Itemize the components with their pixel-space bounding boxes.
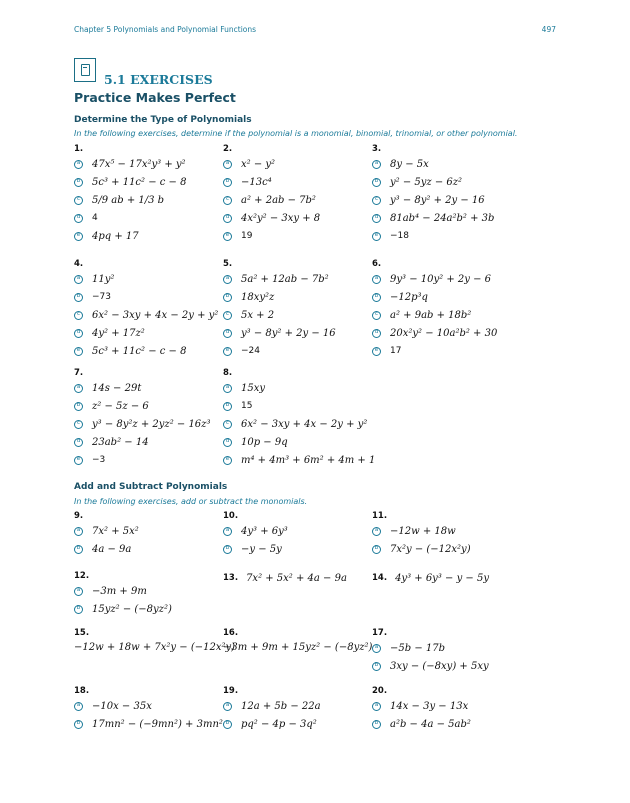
polynomial-expression: −12w + 18w + 7x²y − (−12x²y) [74,642,236,653]
exercise-part [74,522,139,540]
exercise-part [223,227,320,245]
polynomial-expression: 14x − 3y − 13x [390,700,469,712]
letter-d-icon: d [223,329,232,338]
part-instruction: In the following exercises, add or subtract the monomials. [74,497,308,506]
exercise-part [74,288,218,306]
polynomial-expression: 9y³ − 10y² + 2y − 6 [390,273,491,285]
polynomial-expression: 4y³ + 6y³ [241,525,288,537]
exercise [372,628,489,675]
exercise [372,144,494,245]
exercise-number: 11. [372,511,388,521]
polynomial-expression: x² − y² [241,158,276,170]
exercise-part [372,657,489,675]
polynomial-expression: −3m + 9m + 15yz² − (−8yz²) [223,642,373,653]
exercise [223,628,372,653]
exercise-number: 18. [74,686,90,696]
exercise [223,686,321,733]
letter-a-icon: a [74,275,83,284]
letter-c-icon: c [372,311,381,320]
exercise-part [223,415,375,433]
letter-e-icon: e [223,347,232,356]
letter-a-icon: a [223,160,232,169]
exercise-part [223,288,336,306]
exercise-part [372,540,471,558]
exercise-number: 16. [223,628,239,638]
section-title: 5.1 EXERCISES [104,72,213,87]
exercise-part [74,191,186,209]
exercise-part [223,324,336,342]
polynomial-expression: 10p − 9q [241,436,288,448]
chapter-header: Chapter 5 Polynomials and Polynomial Functions [74,25,257,34]
polynomial-expression: 19 [241,231,253,241]
exercise [74,259,218,360]
exercise-part [74,324,218,342]
polynomial-expression: y³ − 8y²z + 2yz² − 16z³ [92,418,211,430]
letter-b-icon: b [223,545,232,554]
exercise-part [372,342,497,360]
exercise-part [74,270,218,288]
exercise-part [223,342,336,360]
polynomial-expression: y³ − 8y² + 2y − 16 [241,327,336,339]
letter-c-icon: c [223,420,232,429]
exercise-part [223,191,320,209]
exercise-part [74,379,210,397]
letter-d-icon: d [372,329,381,338]
exercise-part [372,715,471,733]
exercise-part [74,433,210,451]
polynomial-expression: 5c³ + 11c² − c − 8 [92,345,187,357]
polynomial-expression: 5a² + 12ab − 7b² [241,273,329,285]
exercise-part [74,697,223,715]
polynomial-expression: 4y³ + 6y³ − y − 5y [395,573,489,584]
polynomial-expression: −18 [390,231,409,241]
letter-a-icon: a [223,384,232,393]
exercise-number: 4. [74,259,84,269]
exercise-part [74,227,186,245]
exercise-number: 7. [74,368,84,378]
exercise-number: 9. [74,511,84,521]
exercise-number: 1. [74,144,84,154]
letter-b-icon: b [372,178,381,187]
exercise-part [372,270,497,288]
exercise-number: 6. [372,259,382,269]
letter-d-icon: d [223,214,232,223]
polynomial-expression: 11y² [92,273,115,285]
exercise-part [223,522,288,540]
letter-b-icon: b [223,402,232,411]
exercise-number: 12. [74,571,90,581]
polynomial-expression: 15yz² − (−8yz²) [92,603,172,615]
polynomial-expression: −12p³q [390,291,428,303]
exercise [372,686,471,733]
letter-b-icon: b [372,293,381,302]
letter-a-icon: a [372,702,381,711]
exercise [74,686,223,733]
polynomial-expression: 81ab⁴ − 24a²b² + 3b [390,212,495,224]
polynomial-expression: −3m + 9m [92,585,147,597]
exercise-part [74,155,186,173]
exercise-part [223,715,321,733]
exercise-part [74,451,210,469]
exercise [223,368,375,469]
letter-a-icon: a [372,527,381,536]
letter-d-icon: d [223,438,232,447]
exercise-part [223,270,336,288]
exercise-part [74,582,172,600]
letter-c-icon: c [74,311,83,320]
letter-b-icon: b [223,293,232,302]
exercise-part [223,397,375,415]
letter-b-icon: b [74,720,83,729]
letter-c-icon: c [223,311,232,320]
exercise-part [372,306,497,324]
polynomial-expression: 7x²y − (−12x²y) [390,543,471,555]
polynomial-expression: 6x² − 3xy + 4x − 2y + y² [241,418,368,430]
exercise-part [74,600,172,618]
letter-b-icon: b [223,720,232,729]
exercise-part [372,288,497,306]
polynomial-expression: m⁴ + 4m³ + 6m² + 4m + 1 [241,454,376,466]
letter-b-icon: b [74,293,83,302]
exercise [372,573,489,584]
letter-e-icon: e [74,456,83,465]
letter-c-icon: c [372,196,381,205]
polynomial-expression: a² + 2ab − 7b² [241,194,316,206]
exercise-part [372,209,494,227]
polynomial-expression: 15xy [241,382,266,394]
polynomial-expression: 8y − 5x [390,158,429,170]
letter-a-icon: a [223,527,232,536]
exercise-part [74,342,218,360]
polynomial-expression: 7x² + 5x² [92,525,139,537]
polynomial-expression: −5b − 17b [390,642,446,654]
page-number: 497 [541,25,556,34]
exercise [223,259,336,360]
exercise-part [223,697,321,715]
part-instruction: In the following exercises, determine if the polynomial is a monomial, binomial, trinomial, or other polynomial. [74,129,518,138]
exercise [74,511,139,558]
exercise-number: 14. [372,573,388,583]
exercise-part [372,191,494,209]
letter-a-icon: a [223,275,232,284]
exercise-number: 15. [74,628,90,638]
exercise-part [74,209,186,227]
exercise [74,368,210,469]
letter-e-icon: e [372,347,381,356]
polynomial-expression: 15 [241,401,253,411]
exercise-part [223,451,375,469]
exercise-part [372,173,494,191]
letter-a-icon: a [74,160,83,169]
polynomial-expression: 3xy − (−8xy) + 5xy [390,660,489,672]
letter-b-icon: b [372,720,381,729]
polynomial-expression: 4y² + 17z² [92,327,145,339]
exercise-part [223,433,375,451]
exercise-part [74,540,139,558]
polynomial-expression: 5c³ + 11c² − c − 8 [92,176,187,188]
letter-d-icon: d [74,214,83,223]
exercise-part [74,397,210,415]
polynomial-expression: −12w + 18w [390,525,456,537]
polynomial-expression: 5x + 2 [241,309,275,321]
polynomial-expression: 47x⁵ − 17x²y³ + y² [92,158,186,170]
exercise-number: 20. [372,686,388,696]
letter-d-icon: d [74,438,83,447]
exercise [223,144,320,245]
letter-a-icon: a [372,275,381,284]
polynomial-expression: 12a + 5b − 22a [241,700,321,712]
letter-b-icon: b [74,605,83,614]
part-heading: Determine the Type of Polynomials [74,115,252,125]
exercise [372,511,471,558]
letter-b-icon: b [74,402,83,411]
polynomial-expression: −24 [241,346,260,356]
exercise-number: 17. [372,628,388,638]
polynomial-expression: a² + 9ab + 18b² [390,309,472,321]
letter-a-icon: a [74,587,83,596]
polynomial-expression: −13c⁴ [241,176,272,188]
exercise-part [223,379,375,397]
exercise [74,571,172,618]
polynomial-expression: −3 [92,455,106,465]
polynomial-expression: 17 [390,346,402,356]
polynomial-expression: 17mn² − (−9mn²) + 3mn² [92,718,223,730]
exercise-part [372,522,471,540]
exercise [223,573,347,584]
polynomial-expression: −y − 5y [241,543,282,555]
letter-d-icon: d [74,329,83,338]
exercise-part [74,715,223,733]
part-heading: Add and Subtract Polynomials [74,482,228,492]
letter-e-icon: e [223,232,232,241]
polynomial-expression: pq² − 4p − 3q² [241,718,317,730]
exercise-part [223,173,320,191]
exercise-part [372,697,471,715]
letter-b-icon: b [223,178,232,187]
exercise-part [372,227,494,245]
letter-a-icon: a [74,527,83,536]
exercise-part [74,306,218,324]
exercise [74,144,186,245]
polynomial-expression: 5/9 ab + 1/3 b [92,194,165,206]
letter-e-icon: e [372,232,381,241]
exercise-number: 5. [223,259,233,269]
letter-c-icon: c [74,196,83,205]
exercise-part [372,324,497,342]
polynomial-expression: 4x²y² − 3xy + 8 [241,212,321,224]
exercise [223,511,288,558]
exercise-number: 19. [223,686,239,696]
exercise-number: 3. [372,144,382,154]
letter-a-icon: a [372,160,381,169]
exercise-part [223,540,288,558]
exercise-part [372,639,489,657]
exercise-number: 13. [223,573,239,583]
letter-a-icon: a [223,702,232,711]
polynomial-expression: y³ − 8y² + 2y − 16 [390,194,485,206]
letter-a-icon: a [74,384,83,393]
exercise-number: 10. [223,511,239,521]
letter-b-icon: b [372,545,381,554]
exercise-part [223,209,320,227]
letter-a-icon: a [74,702,83,711]
polynomial-expression: y² − 5yz − 6z² [390,176,463,188]
polynomial-expression: 4 [92,213,98,223]
exercise [74,628,235,653]
letter-b-icon: b [74,178,83,187]
exercise-part [223,155,320,173]
letter-a-icon: a [372,644,381,653]
polynomial-expression: a²b − 4a − 5ab² [390,718,471,730]
polynomial-expression: 14s − 29t [92,382,142,394]
polynomial-expression: −73 [92,292,111,302]
exercise-part [223,306,336,324]
letter-b-icon: b [372,662,381,671]
exercise-part [372,155,494,173]
exercise-part [74,415,210,433]
section-subtitle: Practice Makes Perfect [74,90,236,105]
letter-c-icon: c [74,420,83,429]
polynomial-expression: 7x² + 5x² + 4a − 9a [246,573,347,584]
letter-d-icon: d [372,214,381,223]
polynomial-expression: −10x − 35x [92,700,152,712]
exercise-number: 2. [223,144,233,154]
exercise-part [74,173,186,191]
polynomial-expression: 4a − 9a [92,543,132,555]
polynomial-expression: z² − 5z − 6 [92,400,149,412]
letter-b-icon: b [74,545,83,554]
exercises-icon [74,58,96,82]
letter-e-icon: e [74,232,83,241]
polynomial-expression: 4pq + 17 [92,230,139,242]
exercise-number: 8. [223,368,233,378]
letter-e-icon: e [74,347,83,356]
exercise [372,259,497,360]
polynomial-expression: 23ab² − 14 [92,436,149,448]
letter-e-icon: e [223,456,232,465]
polynomial-expression: 18xy²z [241,291,275,303]
polynomial-expression: 20x²y² − 10a²b² + 30 [390,327,498,339]
letter-c-icon: c [223,196,232,205]
polynomial-expression: 6x² − 3xy + 4x − 2y + y² [92,309,219,321]
